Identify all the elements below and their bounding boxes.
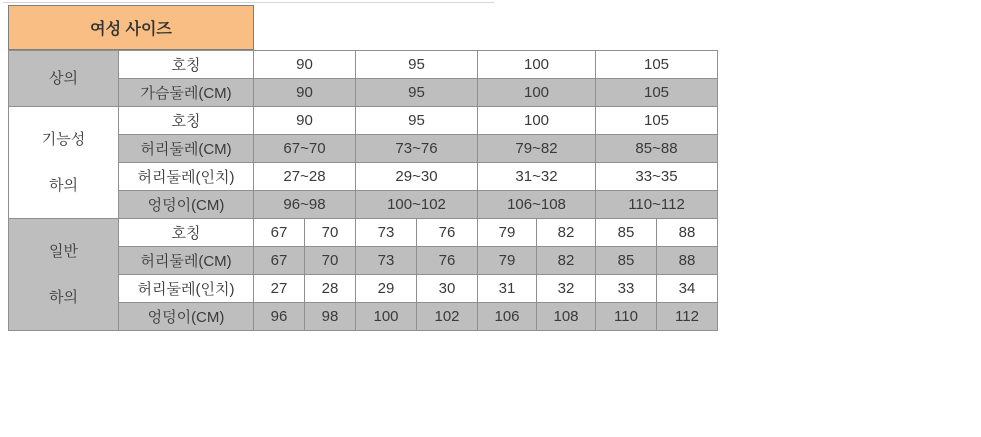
- table-row: [9, 107, 718, 135]
- value-cell: 79~82: [478, 135, 596, 163]
- value-cell: 85: [596, 247, 657, 275]
- row-label: 엉덩이(CM): [119, 303, 254, 331]
- value-cell: 105: [596, 107, 718, 135]
- value-cell: 32: [537, 275, 596, 303]
- value-cell: 96: [254, 303, 305, 331]
- group-cell-regular-bottoms: 일반 하의: [9, 219, 119, 331]
- row-label: 호칭: [119, 51, 254, 79]
- value-cell: 88: [657, 219, 718, 247]
- table-title: [8, 5, 254, 50]
- size-table: [8, 50, 718, 331]
- value-cell: 76: [417, 247, 478, 275]
- value-cell: 105: [596, 79, 718, 107]
- value-cell: 106: [478, 303, 537, 331]
- value-cell: 27: [254, 275, 305, 303]
- value-cell: 106~108: [478, 191, 596, 219]
- value-cell: 70: [305, 247, 356, 275]
- value-cell: 82: [537, 247, 596, 275]
- value-cell: 90: [254, 79, 356, 107]
- value-cell: 30: [417, 275, 478, 303]
- value-cell: 90: [254, 107, 356, 135]
- row-label: 엉덩이(CM): [119, 191, 254, 219]
- group-cell-tops: 상의: [9, 51, 119, 107]
- value-cell: 112: [657, 303, 718, 331]
- top-divider-line: [3, 2, 494, 3]
- value-cell: 100: [478, 107, 596, 135]
- value-cell: 110: [596, 303, 657, 331]
- value-cell: 73: [356, 247, 417, 275]
- value-cell: 79: [478, 219, 537, 247]
- value-cell: 105: [596, 51, 718, 79]
- row-label: 호칭: [119, 219, 254, 247]
- value-cell: 100~102: [356, 191, 478, 219]
- row-label: 호칭: [119, 107, 254, 135]
- value-cell: 33: [596, 275, 657, 303]
- value-cell: 29: [356, 275, 417, 303]
- value-cell: 31: [478, 275, 537, 303]
- value-cell: 67: [254, 247, 305, 275]
- value-cell: 34: [657, 275, 718, 303]
- value-cell: 82: [537, 219, 596, 247]
- value-cell: 31~32: [478, 163, 596, 191]
- value-cell: 100: [478, 51, 596, 79]
- value-cell: 110~112: [596, 191, 718, 219]
- group-cell-functional-bottoms: 기능성 하의: [9, 107, 119, 219]
- table-row: [9, 219, 718, 247]
- value-cell: 90: [254, 51, 356, 79]
- value-cell: 95: [356, 79, 478, 107]
- value-cell: 67~70: [254, 135, 356, 163]
- value-cell: 29~30: [356, 163, 478, 191]
- value-cell: 67: [254, 219, 305, 247]
- value-cell: 73~76: [356, 135, 478, 163]
- value-cell: 96~98: [254, 191, 356, 219]
- value-cell: 76: [417, 219, 478, 247]
- value-cell: 73: [356, 219, 417, 247]
- value-cell: 95: [356, 51, 478, 79]
- table-row: [9, 51, 718, 79]
- value-cell: 100: [478, 79, 596, 107]
- value-cell: 85: [596, 219, 657, 247]
- row-label: 허리둘레(CM): [119, 135, 254, 163]
- value-cell: 98: [305, 303, 356, 331]
- value-cell: 27~28: [254, 163, 356, 191]
- value-cell: 95: [356, 107, 478, 135]
- value-cell: 79: [478, 247, 537, 275]
- row-label: 허리둘레(인치): [119, 275, 254, 303]
- value-cell: 85~88: [596, 135, 718, 163]
- value-cell: 108: [537, 303, 596, 331]
- value-cell: 88: [657, 247, 718, 275]
- value-cell: 28: [305, 275, 356, 303]
- value-cell: 102: [417, 303, 478, 331]
- row-label: 허리둘레(인치): [119, 163, 254, 191]
- row-label: 가슴둘레(CM): [119, 79, 254, 107]
- value-cell: 33~35: [596, 163, 718, 191]
- table-title-label: 여성 사이즈: [90, 21, 172, 38]
- value-cell: 100: [356, 303, 417, 331]
- value-cell: 70: [305, 219, 356, 247]
- row-label: 허리둘레(CM): [119, 247, 254, 275]
